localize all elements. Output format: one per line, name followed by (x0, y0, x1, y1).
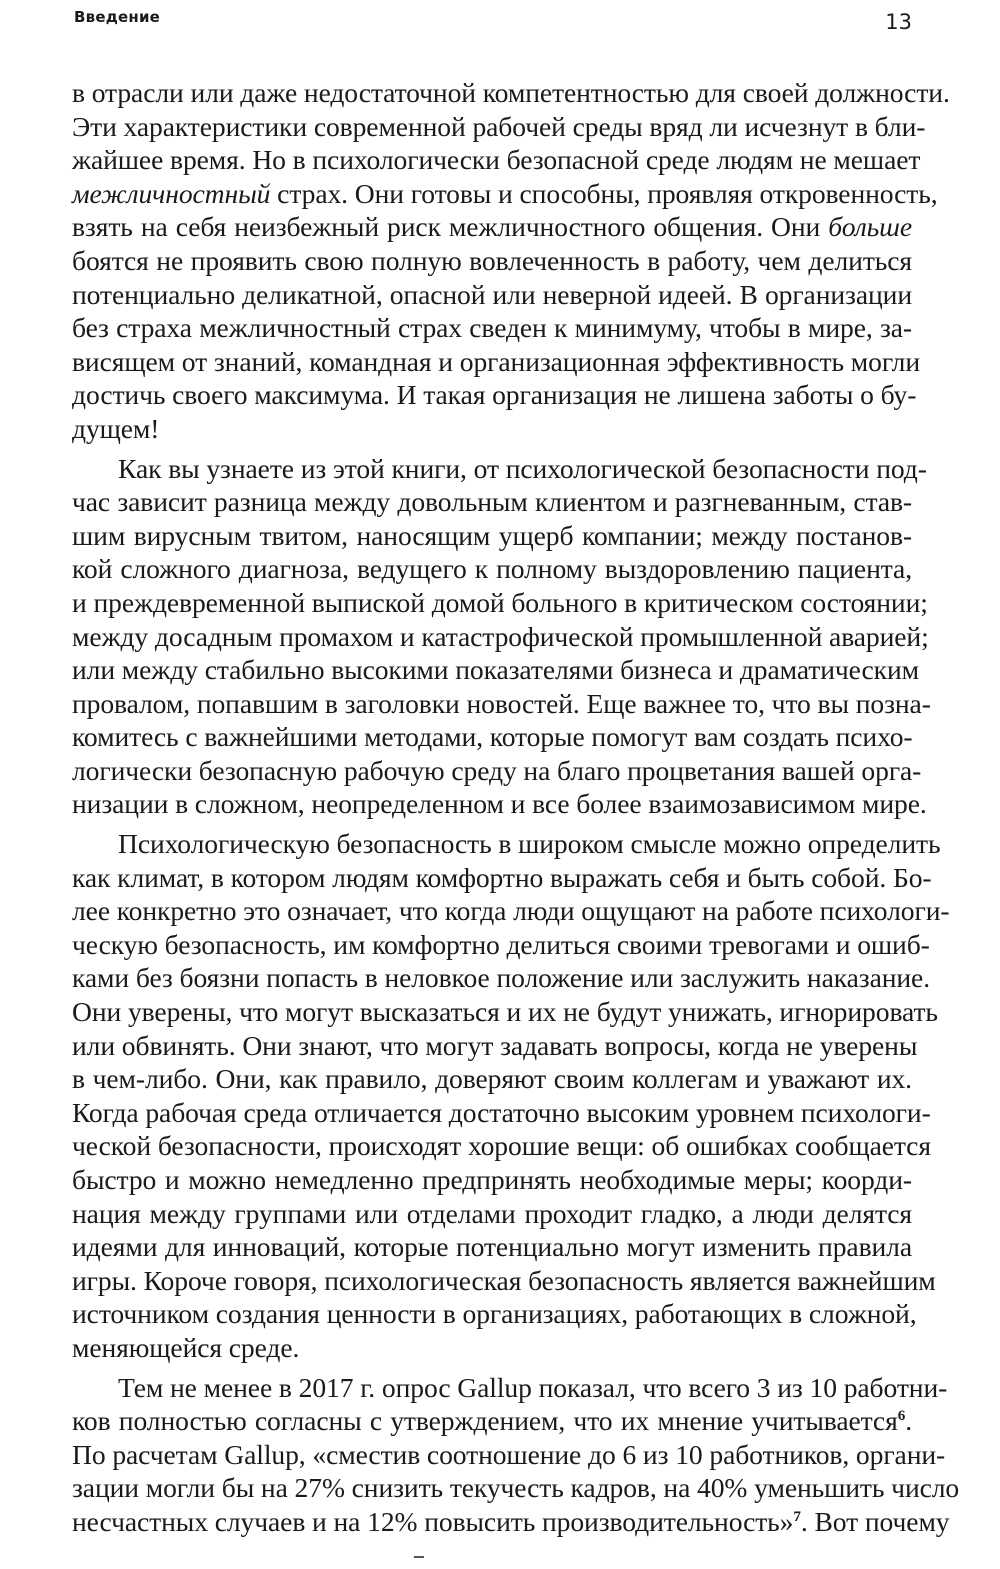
footnote-ref[interactable]: 6 (897, 1406, 906, 1424)
body-text (72, 76, 960, 1539)
text-line: Когда рабочая среда отличается достаточно высоким уровнем психологи- (72, 1096, 931, 1128)
text-line: Они уверены, что могут высказаться и их не будут унижать, игнорировать (72, 996, 938, 1028)
text-line: или обвинять. Они знают, что могут задавать вопросы, когда не уверены (72, 1029, 918, 1061)
text-line: дущем! (72, 412, 160, 444)
page-number: 13 (885, 10, 912, 34)
text-line: шим вирусным твитом, наносящим ущерб компании; между постанов- (72, 519, 912, 551)
text-run: . Вот почему (800, 1505, 950, 1537)
text-run: несчастных случаев и на 12% повысить производительность» (72, 1505, 794, 1537)
text-line: и преждевременной выпиской домой больного в критическом состоянии; (72, 586, 928, 618)
paragraph-3 (72, 827, 950, 1365)
text-line: меняющейся среде. (72, 1331, 300, 1363)
text-line: висящем от знаний, командная и организационная эффективность могли (72, 345, 920, 377)
text-line: Тем не менее в 2017 г. опрос Gallup показал, что всего 3 из 10 работни- (118, 1371, 948, 1403)
text-run: страх. Они готовы и способны, проявляя откровенность, (270, 177, 938, 209)
text-line: низации в сложном, неопределенном и все более взаимозависимом мире. (72, 788, 927, 820)
text-line: без страха межличностный страх сведен к минимуму, чтобы в мире, за- (72, 312, 912, 344)
text-line: лее конкретно это означает, что когда люди ощущают на работе психологи- (72, 895, 950, 927)
text-line: ческой безопасности, происходят хорошие вещи: об ошибках сообщается (72, 1130, 931, 1162)
text-line: ческую безопасность, им комфортно делиться своими тревогами и ошиб- (72, 928, 930, 960)
text-line: источником создания ценности в организациях, работающих в сложной, (72, 1298, 917, 1330)
text-line: Психологическую безопасность в широком смысле можно определить (118, 828, 941, 860)
text-line: идеями для инноваций, которые потенциально могут изменить правила (72, 1231, 912, 1263)
text-run: . (905, 1405, 912, 1437)
text-line (72, 1505, 950, 1539)
text-run: ков полностью согласны с утверждением, что их мнение учитывается (72, 1405, 898, 1437)
text-line: быстро и можно немедленно предпринять необходимые меры; коорди- (72, 1164, 912, 1195)
text-line: потенциально деликатной, опасной или неверной идеей. В организации (72, 278, 912, 310)
paragraph-4 (72, 1371, 960, 1539)
running-head: Введение (74, 8, 161, 26)
text-line: комитесь с важнейшими методами, которые помогут вам создать психо- (72, 721, 913, 753)
text-line: в чем-либо. Они, как правило, доверяют своим коллегам и уважают их. (72, 1063, 912, 1095)
text-line: зации могли бы на 27% снизить текучесть кадров, на 40% уменьшить число (72, 1472, 960, 1504)
text-line: Эти характеристики современной рабочей среды вряд ли исчезнут в бли- (72, 110, 926, 142)
text-line: достичь своего максимума. И такая организация не лишена заботы о бу- (72, 379, 917, 411)
text-line: в отрасли или даже недостаточной компетентностью для своей должности. (72, 77, 950, 108)
text-line: По расчетам Gallup, «сместив соотношение до 6 из 10 работников, органи- (72, 1438, 946, 1470)
text-line: нация между группами или отделами проходит гладко, а люди делятся (72, 1197, 912, 1229)
text-line: как климат, в котором людям комфортно выражать себя и быть собой. Бо- (72, 861, 932, 893)
footnote-ref[interactable]: 7 (793, 1507, 801, 1525)
text-line: ками без боязни попасть в неловкое положение или заслужить наказание. (72, 962, 931, 994)
text-line (72, 210, 912, 244)
text-line: час зависит разница между довольным клиентом и разгневанным, став- (72, 486, 912, 518)
paragraph-2 (72, 452, 931, 822)
text-line: боятся не проявить свою полную вовлеченность в работу, чем делиться (72, 244, 912, 276)
italic-emphasis: межличностный (72, 177, 271, 209)
text-line: жайшее время. Но в психологически безопасной среде людям не мешает (72, 144, 921, 176)
paragraph-1 (72, 76, 950, 446)
text-run: взять на себя неизбежный риск межличностного общения. Они (72, 211, 829, 243)
text-line: кой сложного диагноза, ведущего к полному выздоровлению пациента, (72, 553, 912, 585)
text-line: Как вы узнаете из этой книги, от психологической безопасности под- (118, 452, 927, 484)
italic-emphasis: больше (828, 211, 912, 243)
text-line: провалом, попавшим в заголовки новостей. Еще важнее то, что вы позна- (72, 687, 931, 719)
text-line (72, 1404, 912, 1438)
text-line: или между стабильно высокими показателями бизнеса и драматическим (72, 654, 919, 686)
text-line: логически безопасную рабочую среду на благо процветания вашей орга- (72, 754, 922, 786)
text-line (72, 177, 938, 211)
print-mark (414, 1556, 424, 1558)
text-line: игры. Короче говоря, психологическая безопасность является важнейшим (72, 1264, 936, 1296)
text-line: между досадным промахом и катастрофической промышленной аварией; (72, 620, 929, 652)
